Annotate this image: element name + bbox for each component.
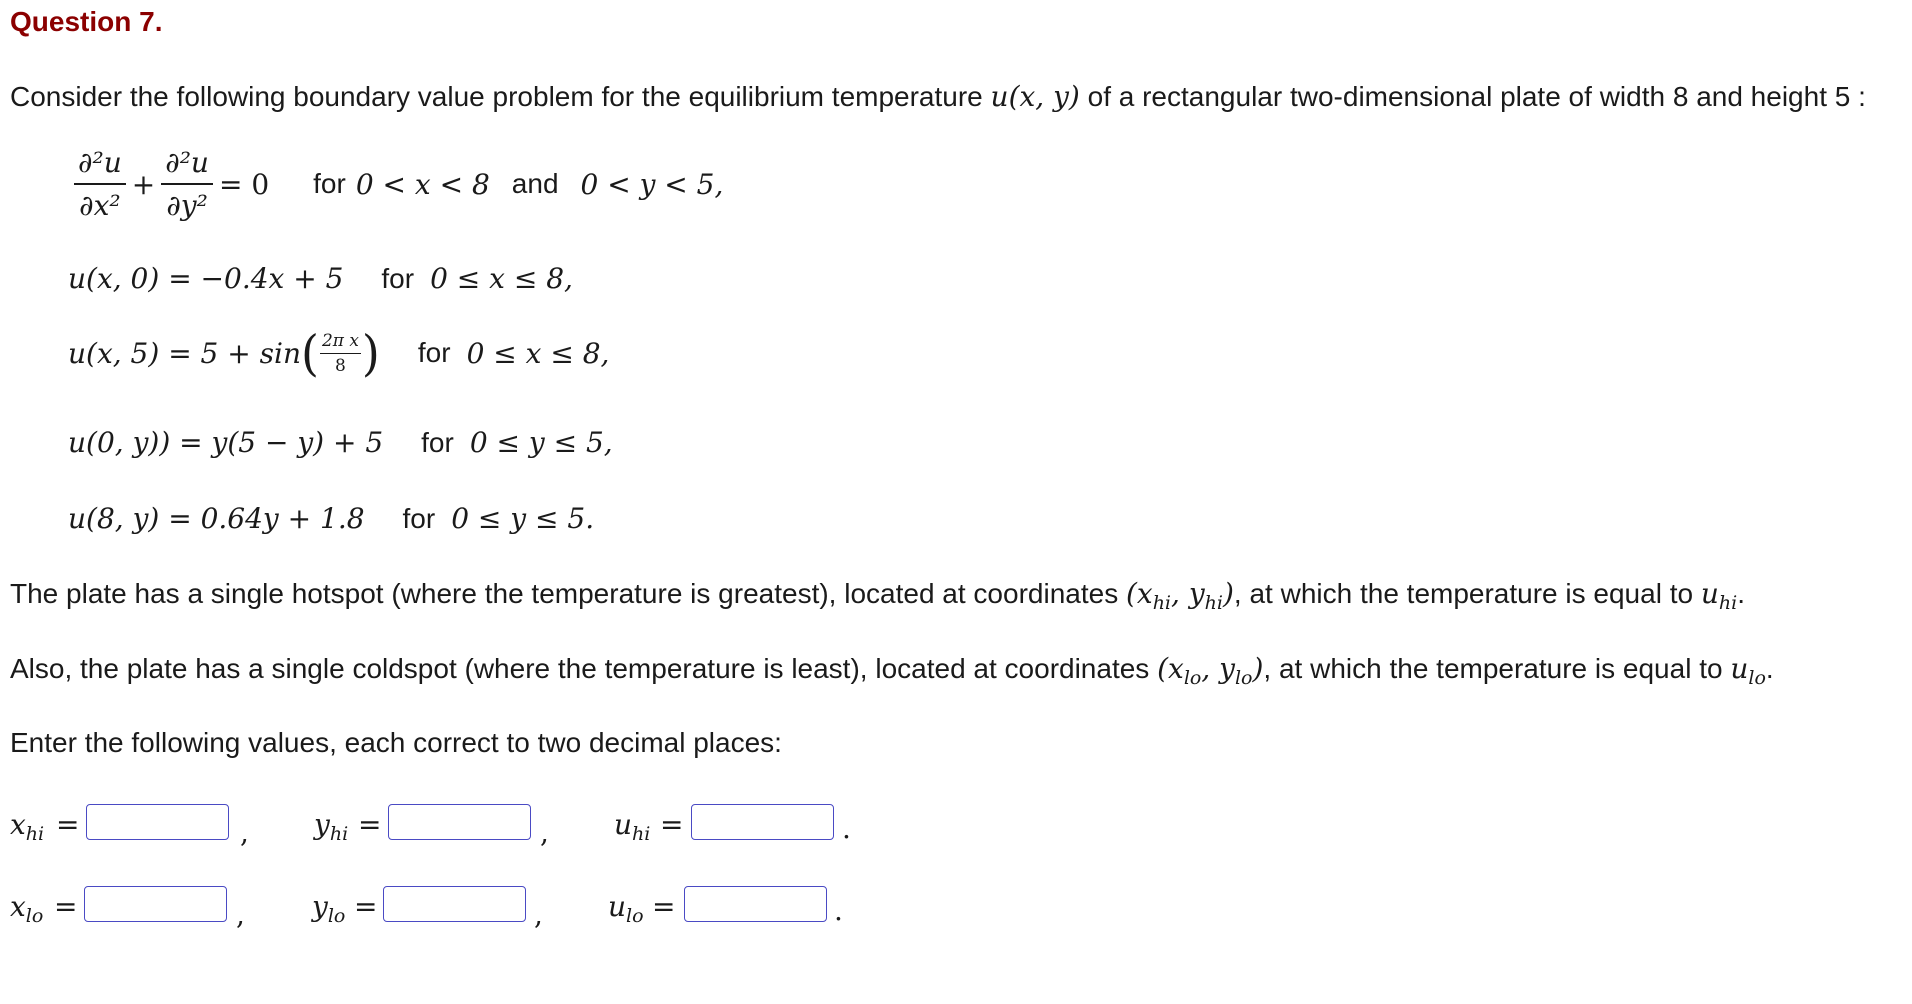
u-lo-period: .	[834, 894, 843, 927]
coldspot-coords: ($x_{lo}$, $y_{lo}$)	[1157, 652, 1264, 689]
bc4-lhs: u(8, y) = 0.64y + 1.8	[68, 502, 365, 535]
u-hi-label: $u_{hi}$	[614, 808, 651, 845]
pde-and: and	[511, 168, 559, 199]
x-lo-equals: =	[54, 890, 78, 923]
bc2-frac-numerator: 2π x	[320, 331, 361, 354]
x-hi-label: $x_{hi}$	[10, 808, 45, 845]
y-hi-comma: ,	[540, 816, 549, 849]
intro-paragraph	[10, 80, 1866, 113]
hotspot-text-before: The plate has a single hotspot (where the temperature is greatest), located at coordinates	[10, 578, 1119, 609]
bc2-range: 0 ≤ x ≤ 8,	[466, 336, 610, 370]
x-lo-comma: ,	[236, 898, 245, 931]
u-lo-equals: =	[652, 890, 676, 923]
hotspot-u: $u_{hi}$	[1700, 577, 1738, 614]
bc2-for: for	[417, 337, 451, 368]
u-hi-input[interactable]	[691, 804, 834, 840]
y-lo-equals: =	[354, 890, 378, 923]
pde-equation	[68, 146, 723, 222]
pde-frac-x	[74, 146, 126, 222]
coldspot-paragraph	[10, 652, 1774, 689]
pde-frac-y-numerator: ∂²u	[161, 146, 213, 185]
bc2-frac	[320, 331, 361, 376]
x-hi-equals: =	[56, 808, 80, 841]
pde-for: for	[313, 168, 346, 199]
bc3-lhs: u(0, y)) = y(5 − y) + 5	[68, 426, 384, 459]
bc2-close-paren: )	[361, 324, 380, 382]
hotspot-coords: ($x_{hi}$, $y_{hi}$)	[1125, 577, 1234, 614]
bc1-range: 0 ≤ x ≤ 8,	[430, 262, 573, 295]
u-lo-input[interactable]	[684, 886, 827, 922]
bc3-for: for	[421, 426, 454, 458]
pde-range-x: 0 < x < 8	[355, 167, 490, 201]
bc1-lhs: u(x, 0) = −0.4x + 5	[68, 262, 344, 295]
bc4-for: for	[402, 502, 436, 534]
u-hi-period: .	[842, 812, 851, 845]
u-lo-label: $u_{lo}$	[608, 890, 644, 927]
bc4-range: 0 ≤ y ≤ 5.	[451, 502, 595, 535]
y-hi-input[interactable]	[388, 804, 531, 840]
intro-function: u(x, y)	[990, 80, 1080, 113]
bc3-range: 0 ≤ y ≤ 5,	[469, 426, 613, 459]
pde-range-y: 0 < y < 5,	[580, 167, 724, 201]
y-lo-input[interactable]	[383, 886, 526, 922]
intro-text-before: Consider the following boundary value problem for the equilibrium temperature	[10, 81, 983, 112]
boundary-condition-3	[68, 426, 613, 459]
hotspot-text-after: , at which the temperature is equal to	[1233, 578, 1694, 609]
pde-frac-x-denominator: ∂x²	[79, 189, 121, 222]
coldspot-end: .	[1765, 653, 1774, 684]
boundary-condition-2	[68, 324, 610, 382]
hotspot-paragraph	[10, 577, 1745, 614]
x-lo-label: $x_{lo}$	[10, 890, 44, 927]
boundary-condition-1	[68, 262, 573, 295]
x-lo-input[interactable]	[84, 886, 227, 922]
boundary-condition-4	[68, 502, 594, 535]
pde-frac-y-denominator: ∂y²	[166, 189, 208, 222]
y-hi-equals: =	[358, 808, 382, 841]
bc2-open-paren: (	[300, 324, 319, 382]
instruction-text: Enter the following values, each correct to two decimal places:	[10, 727, 782, 758]
coldspot-text-after: , at which the temperature is equal to	[1263, 653, 1723, 684]
x-hi-comma: ,	[240, 816, 249, 849]
hotspot-end: .	[1737, 578, 1745, 609]
question-title: Question 7.	[10, 6, 163, 37]
x-hi-input[interactable]	[86, 804, 229, 840]
pde-equals: = 0	[218, 167, 270, 201]
pde-frac-x-numerator: ∂²u	[74, 146, 126, 185]
coldspot-u: $u_{lo}$	[1730, 652, 1766, 689]
pde-plus: +	[131, 167, 156, 201]
y-hi-label: $y_{hi}$	[314, 808, 349, 845]
bc2-frac-denominator: 8	[335, 355, 346, 376]
intro-text-after: of a rectangular two-dimensional plate of width 8 and height 5 :	[1087, 81, 1866, 112]
bc1-for: for	[381, 262, 415, 294]
y-lo-comma: ,	[534, 898, 543, 931]
y-lo-label: $y_{lo}$	[312, 890, 346, 927]
bc2-lhs: u(x, 5) = 5 + sin	[68, 336, 301, 370]
pde-frac-y	[161, 146, 213, 222]
u-hi-equals: =	[660, 808, 684, 841]
coldspot-text-before: Also, the plate has a single coldspot (where the temperature is least), located at coordinates	[10, 653, 1150, 684]
